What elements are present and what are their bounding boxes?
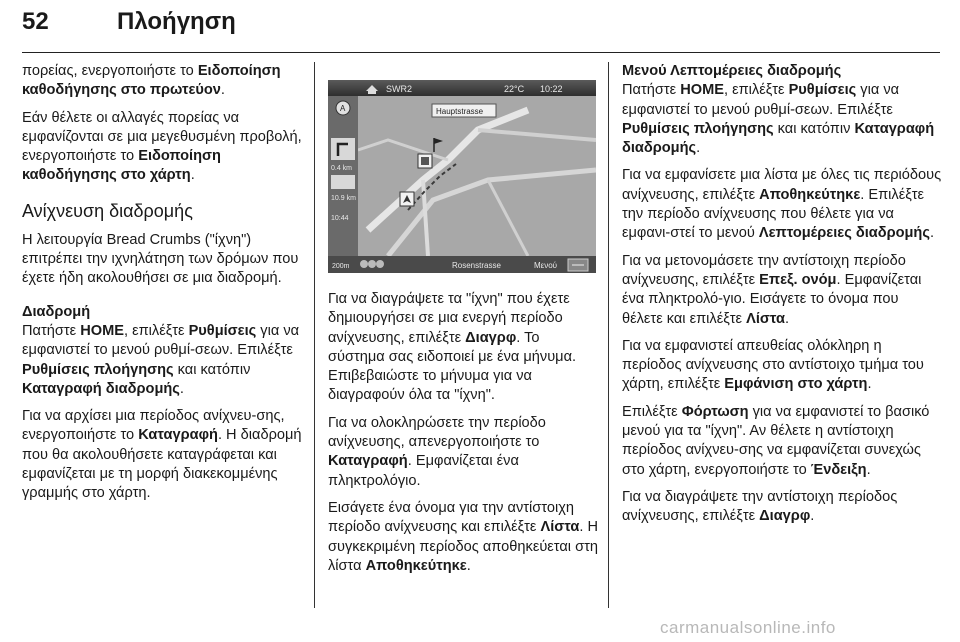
map-scale: 200m <box>332 263 350 270</box>
paragraph: Για να διαγράψετε τα "ίχνη" που έχετε δημιουργήσει σε μια ενεργή περίοδο ανίχνευσης, επιλέξτε Διαγρφ. Το σύστημα σας ειδοποιεί με ένα μήνυμα. Επιβεβαιώστε το μήνυμα για να διαγραφούν όλα τα "ίχνη". <box>328 291 577 404</box>
clock: 10:22 <box>540 84 563 94</box>
paragraph: Η λειτουργία Bread Crumbs ("ίχνη") επιτρέπει την ιχνηλάτηση των δρόμων που έχετε ήδη ακολουθήσει σε μια διαδρομή. <box>22 231 299 287</box>
destination-icon <box>331 175 355 189</box>
page-number: 52 <box>22 8 49 35</box>
temperature: 22°C <box>504 84 525 94</box>
paragraph: Για να μετονομάσετε την αντίστοιχη περίοδο ανίχνευσης, επιλέξτε Επεξ. ονόμ. Εμφανίζεται ένα πληκτρολό-γιο. Εισάγετε το όνομα που θέλετε και επιλέξτε Λίστα. <box>622 252 922 327</box>
navigation-screen-illustration <box>328 80 596 273</box>
paragraph: Πατήστε HOME, επιλέξτε Ρυθμίσεις για να εμφανιστεί το μενού ρυθμί-σεων. Επιλέξτε Ρυθμίσεις πλοήγησης και κατόπιν Καταγραφή διαδρομής. <box>622 82 935 157</box>
street-label-bottom: Rosenstrasse <box>452 261 501 270</box>
distance-to-destination: 10.9 km <box>331 195 356 202</box>
paragraph: Εισάγετε ένα όνομα για την αντίστοιχη περίοδο ανίχνευσης και επιλέξτε Λίστα. Η συγκεκριμένη περίοδος αποθηκεύεται στη λίστα Αποθηκεύτηκε. <box>328 499 599 574</box>
paragraph: πορείας, ενεργοποιήστε το Ειδοποίηση καθοδήγησης στο πρωτεύον. <box>22 63 281 99</box>
column-left <box>22 62 304 512</box>
column-divider-1 <box>314 62 315 608</box>
svg-text:A: A <box>340 104 346 113</box>
watermark: carmanualsonline.info <box>660 618 836 637</box>
header-divider <box>22 52 940 53</box>
street-label-top: Hauptstrasse <box>436 107 484 116</box>
vehicle-position-icon <box>400 192 414 206</box>
paragraph: Επιλέξτε Φόρτωση για να εμφανιστεί το βασικό μενού για τα "ίχνη". Αν θέλετε η αντίστοιχη περίοδος ανίχνευ-σης να εμφανίζεται συνεχώς στο χάρτη, ενεργοποιήστε το Ένδειξη. <box>622 403 930 478</box>
audio-source: SWR2 <box>386 84 413 94</box>
menu-button[interactable]: Μενού <box>534 261 558 270</box>
page-header <box>0 0 960 58</box>
turn-arrow-icon <box>331 138 355 160</box>
column-middle <box>328 290 598 584</box>
column-right <box>622 62 942 535</box>
paragraph: Για να αρχίσει μια περίοδος ανίχνευ-σης, ενεργοποιήστε το Καταγραφή. Η διαδρομή που θα ακολουθήσετε καταγράφεται και εμφανίζεται με τη μορφή διακεκομμένης γραμμής στο χάρτη. <box>22 408 302 502</box>
map-area[interactable] <box>358 96 596 256</box>
navigation-map <box>328 80 596 273</box>
traffic-icon[interactable] <box>360 260 384 268</box>
page-title: Πλοήγηση <box>117 8 236 35</box>
poi-marker-icon <box>418 154 432 168</box>
paragraph: Για να εμφανιστεί απευθείας ολόκληρη η περίοδος ανίχνευσης στο αντίστοιχο τμήμα του χάρτη, επιλέξτε Εμφάνιση στο χάρτη. <box>622 337 924 393</box>
sub-heading: Μενού Λεπτομέρειες διαδρομής <box>622 63 842 79</box>
sub-heading: Διαδρομή <box>22 303 91 320</box>
arrival-time: 10:44 <box>331 215 349 222</box>
paragraph: Εάν θέλετε οι αλλαγές πορείας να εμφανίζονται σε μια μεγεθυσμένη προβολή, ενεργοποιήστε το Ειδοποίηση καθοδήγησης στο χάρτη. <box>22 109 302 184</box>
paragraph: Πατήστε HOME, επιλέξτε Ρυθμίσεις για να εμφανιστεί το μενού ρυθμί-σεων. Επιλέξτε Ρυθμίσεις πλοήγησης και κατόπιν Καταγραφή διαδρομής. <box>22 322 300 397</box>
map-view-icon[interactable] <box>568 259 588 271</box>
column-divider-2 <box>608 62 609 608</box>
paragraph: Για να διαγράψετε την αντίστοιχη περίοδος ανίχνευσης, επιλέξτε Διαγρφ. <box>622 488 898 525</box>
paragraph: Για να εμφανίσετε μια λίστα με όλες τις περιόδους ανίχνευσης, επιλέξτε Αποθηκεύτηκε. Επιλέξτε την περίοδο ανίχνευσης που θέλετε για να εμφανι-στεί το μενού Λεπτομέρειες διαδρομής. <box>622 167 942 242</box>
paragraph: Για να ολοκληρώσετε την περίοδο ανίχνευσης, απενεργοποιήστε το Καταγραφή. Εμφανίζεται ένα πληκτρολόγιο. <box>328 414 546 489</box>
section-heading: Ανίχνευση διαδρομής <box>22 200 193 221</box>
distance-next-turn: 0.4 km <box>331 165 353 172</box>
